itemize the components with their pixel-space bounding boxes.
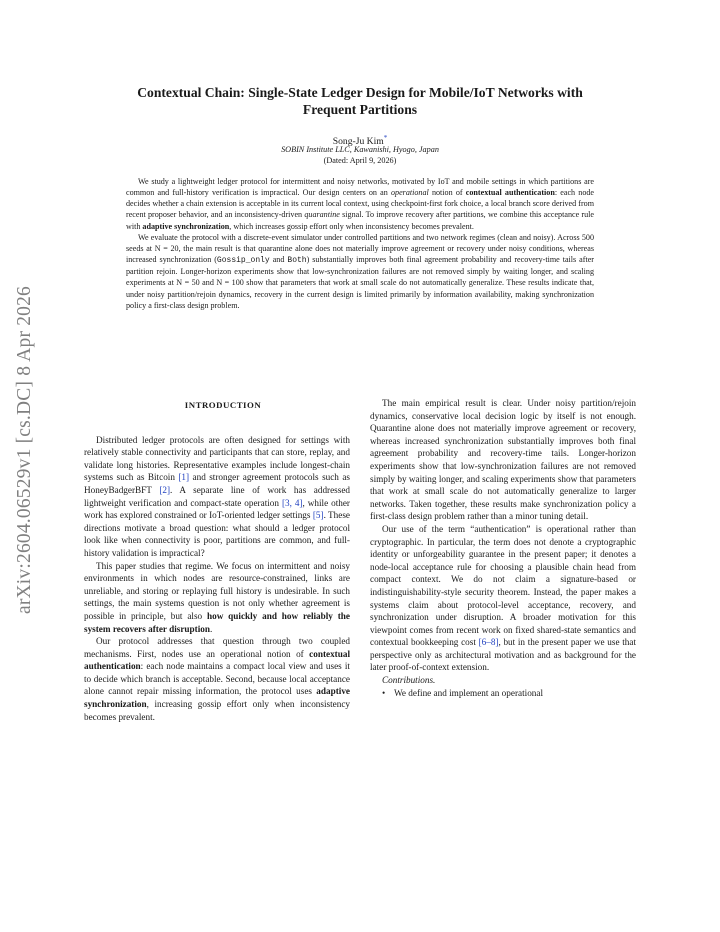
intro-paragraph-4: The main empirical result is clear. Under noisy partition/rejoin dynamics, conservative local decision logic by itself is not enough. Quarantine alone does not materially improve agreement or recovery, whereas increased synchronization substantially improves both final agreement probability and recovery-time tails. Longer-horizon experiments show that low-synchronization failures are not removed simply by waiting longer, and scaling experiments show that parameters that work at small scale do not automatically generalize to larger networks. Taken together, these results make synchronization policy a first-class design problem rather than a minor tuning detail. bbox=[370, 398, 636, 522]
left-column bbox=[84, 397, 350, 723]
intro-paragraph-3: Our protocol addresses that question through two coupled mechanisms. First, nodes use an operational notion of contextual authentication: each node maintains a compact local view and uses it to decide which branch is acceptable. Second, because local acceptance alone cannot repair missing information, the protocol uses adaptive synchronization, increasing gossip effort only when inconsistency becomes prevalent. bbox=[84, 636, 350, 722]
section-heading-introduction: INTRODUCTION bbox=[184, 400, 262, 410]
arxiv-identifier bbox=[4, 254, 46, 646]
citation-link[interactable]: [6–8] bbox=[478, 637, 499, 648]
citation-link[interactable]: [1] bbox=[178, 472, 190, 483]
bullet-icon: • bbox=[382, 687, 386, 698]
paper-title bbox=[80, 84, 640, 118]
intro-paragraph-5: Our use of the term “authentication” is operational rather than cryptographic. In particular, the term does not denote a cryptographic identity or unforgeability guarantee in the present paper; it denotes a node-local acceptance rule for choosing a plausible chain head from compact context. We do not claim a signature-based or indistinguishability-style security theorem. Instead, the paper makes a systems claim about protocol-level acceptance, recovery, and synchronization under disruption. A broader motivation for this viewpoint comes from recent work on fixed shared-state semantics and contextual bookkeeping cost [6–8], but in the present paper we use that perspective only as architectural motivation and as background for the later proof-of-context extension. bbox=[370, 523, 637, 673]
author-name: Song-Ju Kim bbox=[332, 136, 384, 148]
paper-title-line-2: Frequent Partitions bbox=[302, 102, 418, 117]
citation-link[interactable]: [5] bbox=[312, 510, 324, 521]
abstract-paragraph-2: We evaluate the protocol with a discrete-event simulator under controlled partitions and two network regimes (clean and noisy). Across 500 seeds at N = 20, the main result is that quarantine alone does not materially improve agreement or recovery under noisy conditions, whereas increased synchronization (Gossip_only and Both) substantially improves both final agreement probability and recovery-time tails after partition rejoin. Longer-horizon experiments show that low-synchronization failures are not removed simply by waiting longer, and scaling experiments at N = 50 and N = 100 show that parameters that work at small scale do not automatically generalize. These results indicate that, under noisy partition/rejoin dynamics, recovery in the current design is limited primarily by information availability, making synchronization policy a first-class design problem. bbox=[126, 232, 594, 310]
intro-paragraph-1: Distributed ledger protocols are often designed for settings with relatively stable connectivity and participants that can store, replay, and validate long histories. Representative examples include longest-chain systems such as Bitcoin [1] and stronger agreement protocols such as HoneyBadgerBFT [2]. A separate line of work has addressed lightweight verification and compact-state operation [3, 4], while other work has explored constrained or IoT-oriented ledger settings [5]. These directions motivate a broad question: what should a ledger protocol look like when connectivity is poor, partitions are common, and full-history validation is impractical? bbox=[84, 434, 350, 558]
abstract bbox=[126, 176, 594, 311]
right-column bbox=[370, 397, 636, 699]
affiliation: SOBIN Institute LLC, Kawanishi, Hyogo, Japan bbox=[281, 145, 439, 154]
paper-title-line-1: Contextual Chain: Single-State Ledger Design for Mobile/IoT Networks with bbox=[137, 85, 583, 100]
contributions-label: Contributions. bbox=[382, 675, 436, 686]
dated-line: (Dated: April 9, 2026) bbox=[323, 156, 397, 165]
citation-link[interactable]: [2] bbox=[159, 484, 171, 495]
contribution-bullet: • We define and implement an operational bbox=[382, 687, 544, 698]
arxiv-identifier-text: arXiv:2604.06529v1 [cs.DC] 8 Apr 2026 bbox=[14, 285, 35, 615]
author-footnote-mark[interactable]: * bbox=[383, 134, 388, 142]
abstract-paragraph-1: We study a lightweight ledger protocol for intermittent and noisy networks, motivated by IoT and mobile settings in which partitions are common and full-history verification is impractical. Our design centers on an operational notion of contextual authentication: each node decides whether a chain extension is acceptable in its current local context, using checkpoint-first fork choice, a local branch score derived from recent proposer behavior, and an inconsistency-driven quarantine signal. To improve recovery after partitions, we combine this acceptance rule with adaptive synchronization, which increases gossip effort only when inconsistency becomes prevalent. bbox=[126, 177, 595, 231]
citation-link[interactable]: [3, 4] bbox=[281, 497, 303, 508]
intro-paragraph-2: This paper studies that regime. We focus on intermittent and noisy environments in which nodes are resource-constrained, links are unreliable, and storing or replaying full history is undesirable. In such settings, the main systems question is not only whether agreement is possible in principle, but also how quickly and how reliably the system recovers after disruption. bbox=[84, 560, 350, 634]
